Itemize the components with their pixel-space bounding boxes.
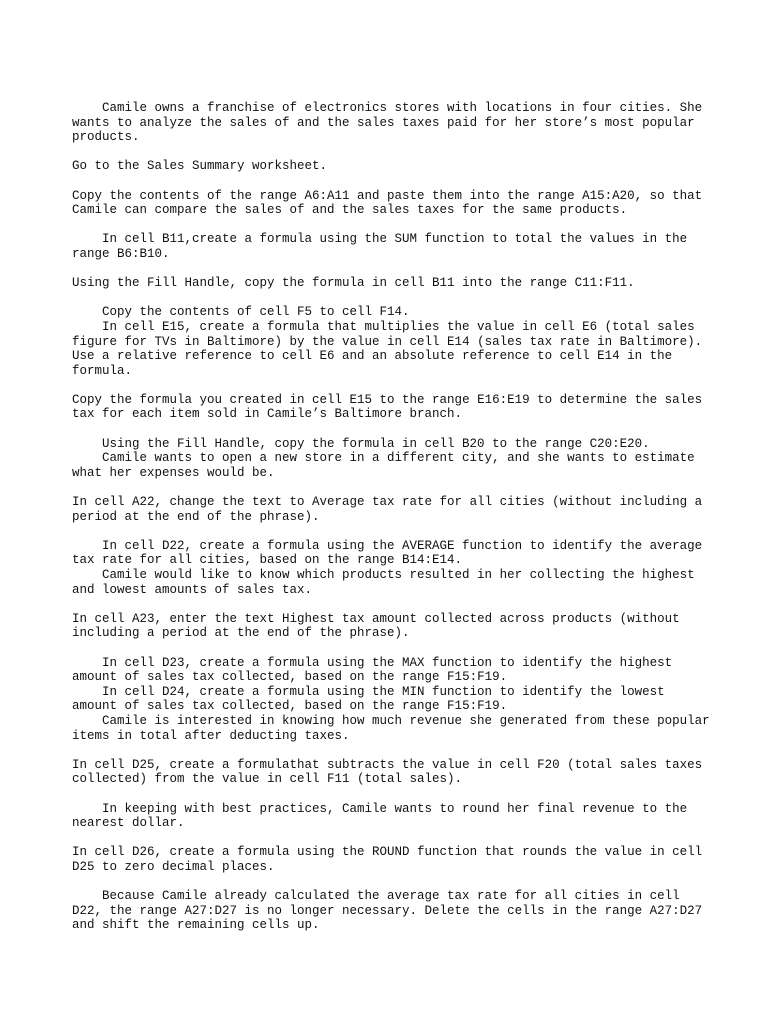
paragraph-2: Go to the Sales Summary worksheet. [72, 159, 328, 174]
paragraph-17: Camile is interested in knowing how much revenue she generated from these popular items in total after deducting taxes. [72, 713, 718, 743]
paragraph-11: In cell A22, change the text to Average tax rate for all cities (without including a period at the end of the phrase). [72, 495, 710, 524]
paragraph-6: Copy the contents of cell F5 to cell F14. [102, 305, 410, 320]
paragraph-1: Camile owns a franchise of electronics stores with locations in four cities. She wants to analyze the sales of and the sales taxes paid for her store’s most popular products. [72, 101, 710, 145]
paragraph-19: In keeping with best practices, Camile wants to round her final revenue to the nearest dollar. [72, 801, 695, 831]
paragraph-14: In cell A23, enter the text Highest tax amount collected across products (without including a period at the end of the phrase). [72, 611, 688, 641]
paragraph-7: In cell E15, create a formula that multiplies the value in cell E6 (total sales figure for TVs in Baltimore) by the value in cell E14 (sales tax rate in Baltimore). Use a relative reference to cell E6 and an absolute reference to cell E14 in the formula. [72, 319, 710, 378]
paragraph-3: Copy the contents of the range A6:A11 and paste them into the range A15:A20, so that Camile can compare the sales of and the sales taxes for the same products. [72, 188, 710, 218]
paragraph-5: Using the Fill Handle, copy the formula in cell B11 into the range C11:F11. [72, 276, 635, 291]
paragraph-18: In cell D25, create a formulathat subtracts the value in cell F20 (total sales taxes collected) from the value in cell F11 (total sales). [72, 757, 710, 787]
document-page [72, 101, 718, 933]
paragraph-15: In cell D23, create a formula using the MAX function to identify the highest amount of sales tax collected, based on the range F15:F19. [72, 655, 680, 685]
paragraph-10: Camile wants to open a new store in a different city, and she wants to estimate what her expenses would be. [72, 451, 703, 480]
paragraph-4: In cell B11,create a formula using the SUM function to total the values in the range B6:B10. [72, 232, 695, 261]
paragraph-12: In cell D22, create a formula using the AVERAGE function to identify the average tax rate for all cities, based on the range B14:E14. [72, 538, 710, 568]
paragraph-8: Copy the formula you created in cell E15 to the range E16:E19 to determine the sales tax for each item sold in Camile’s Baltimore branch. [72, 392, 710, 422]
paragraph-20: In cell D26, create a formula using the ROUND function that rounds the value in cell D25 to zero decimal places. [72, 845, 710, 874]
paragraph-16: In cell D24, create a formula using the MIN function to identify the lowest amount of sales tax collected, based on the range F15:F19. [72, 684, 673, 714]
paragraph-21: Because Camile already calculated the average tax rate for all cities in cell D22, the range A27:D27 is no longer necessary. Delete the cells in the range A27:D27 and shift the remaining cells up. [72, 889, 710, 933]
paragraph-13: Camile would like to know which products resulted in her collecting the highest and lowest amounts of sales tax. [72, 568, 703, 597]
paragraph-9: Using the Fill Handle, copy the formula in cell B20 to the range C20:E20. [102, 436, 650, 451]
